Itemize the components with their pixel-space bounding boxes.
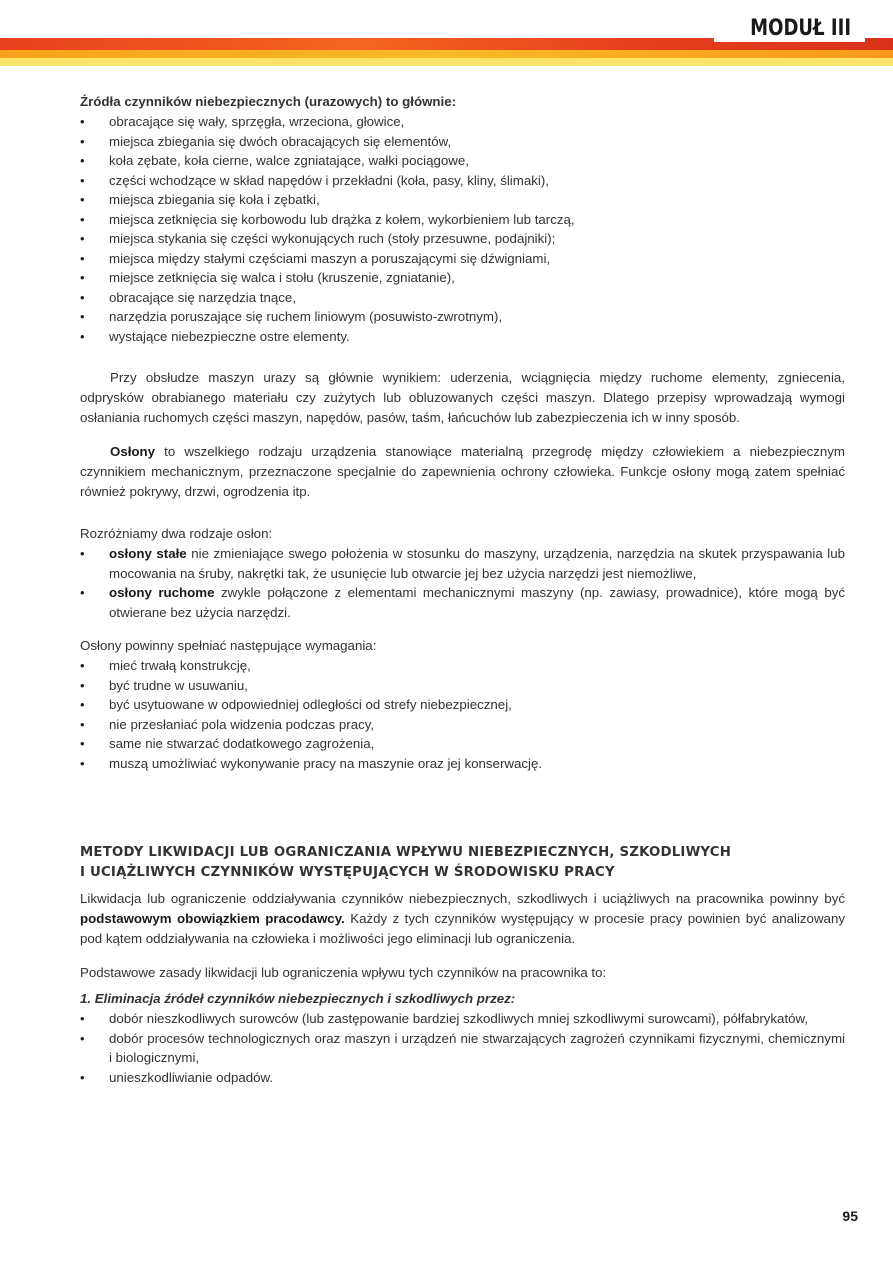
page-header xyxy=(0,0,893,68)
bullet-icon: • xyxy=(80,658,85,673)
list-item xyxy=(80,229,845,249)
paragraph-guards-definition xyxy=(80,442,845,502)
bullet-icon: • xyxy=(80,1069,85,1085)
list-item-text: być trudne w usuwaniu, xyxy=(109,677,248,693)
list-item-text: koła zębate, koła cierne, walce zgniatające, wałki pociągowe, xyxy=(109,153,469,168)
hazard-sources-list xyxy=(80,112,845,346)
list-item-text: narzędzia poruszające się ruchem liniowym (posuwisto-zwrotnym), xyxy=(109,309,503,324)
section-title-line-2: I UCIĄŻLIWYCH CZYNNIKÓW WYSTĘPUJĄCYCH W ŚRODOWISKU PRACY xyxy=(80,865,615,880)
list-item-text: same nie stwarzać dodatkowego zagrożenia, xyxy=(109,736,375,751)
list-item-text: miejsca między stałymi częściami maszyn a poruszającymi się dźwigniami, xyxy=(109,250,551,266)
bullet-icon: • xyxy=(80,153,85,168)
list-item-text: obracające się narzędzia tnące, xyxy=(109,289,297,305)
section-title-line-1: METODY LIKWIDACJI LUB OGRANICZANIA WPŁYWU NIEBEZPIECZNYCH, SZKODLIWYCH xyxy=(80,845,732,860)
list-item-text: części wchodzące w skład napędów i przekładni (koła, pasy, kliny, ślimaki), xyxy=(109,172,549,188)
hazard-sources-title: Źródła czynników niebezpiecznych (urazowych) to głównie: xyxy=(80,94,457,109)
guard-type-fixed-text: nie zmieniające swego położenia w stosunku do maszyny, urządzenia, narzędzia na skutek przyspawania lub mocowania na śruby, nakrętki tak, że usunięcie lub otwarcie jej bez użycia narzędzi jest niemożliwe, xyxy=(109,546,845,581)
bullet-icon: • xyxy=(80,192,85,207)
guard-types-list xyxy=(80,544,845,622)
bullet-icon: • xyxy=(80,211,85,227)
list-item: • osłony ruchome zwykle połączone z elementami mechanicznymi maszyny (np. zawiasy, prowadnice), które mogą być otwierane bez użycia narzędzi. xyxy=(80,585,846,620)
list-item xyxy=(80,734,845,754)
list-item-text: muszą umożliwiać wykonywanie pracy na maszynie oraz jej konserwację. xyxy=(109,755,543,771)
module-label-box xyxy=(714,12,865,42)
list-item: • osłony stałe nie zmieniające swego położenia w stosunku do maszyny, urządzenia, narzędzia na skutek przyspawania lub mocowania na śruby, nakrętki tak, że usunięcie lub otwarcie jej bez użycia narzędzi jest niemożliwe, xyxy=(80,546,845,581)
list-item xyxy=(80,171,845,191)
bullet-icon: • xyxy=(80,289,85,305)
paragraph-injuries: Przy obsłudze maszyn urazy są głównie wynikiem: uderzenia, wciągnięcia między ruchome elementy, zgniecenia, odprysków obrabianego materiału czy zużytych lub obluzowanych części maszyn. Dlatego przepisy wprowadzają wymogi osłaniania ruchomych części maszyn, napędów, pasów, taśm, łańcuchów lub zabezpieczenia ich w inny sposób. xyxy=(80,370,845,425)
bullet-icon: • xyxy=(80,697,85,712)
list-item-text: obracające się wały, sprzęgła, wrzeciona, głowice, xyxy=(109,114,405,129)
guards-definition-text: to wszelkiego rodzaju urządzenia stanowiące materialną przegrodę między człowiekiem a niebezpiecznym czynnikiem mechanicznym, przeznaczone specjalnie do zapewnienia ochrony człowieka. Funkcje osłony mogą zatem spełniać również pokrywy, drzwi, ogrodzenia itp. xyxy=(80,444,845,499)
guard-type-fixed: osłony stałe xyxy=(109,546,187,561)
guards-term: Osłony xyxy=(110,444,156,459)
bullet-icon: • xyxy=(80,172,85,188)
list-item xyxy=(80,132,845,152)
list-item-text: unieszkodliwianie odpadów. xyxy=(109,1069,274,1085)
bullet-icon: • xyxy=(80,1030,85,1046)
list-item-text: dobór nieszkodliwych surowców (lub zastępowanie bardziej szkodliwych mniej szkodliwymi surowcami), półfabrykatów, xyxy=(109,1011,809,1026)
requirements-list xyxy=(80,656,845,773)
list-item xyxy=(80,268,845,288)
list-item xyxy=(80,656,845,676)
section-p1-bold: podstawowym obowiązkiem pracodawcy. xyxy=(80,911,345,926)
section-title xyxy=(80,843,845,883)
list-item xyxy=(80,754,845,774)
list-item xyxy=(80,210,845,230)
guard-types-intro: Rozróżniamy dwa rodzaje osłon: xyxy=(80,526,273,541)
list-item xyxy=(80,715,845,735)
header-band-yellow xyxy=(0,58,893,66)
bullet-icon: • xyxy=(80,1011,85,1026)
list-item-text: mieć trwałą konstrukcję, xyxy=(109,658,251,673)
bullet-icon: • xyxy=(80,309,85,324)
list-item-text: miejsce zetknięcia się walca i stołu (kruszenie, zgniatanie), xyxy=(109,270,455,285)
list-item-text: miejsca zbiegania się koła i zębatki, xyxy=(109,192,320,207)
list-item xyxy=(80,1009,845,1029)
requirements-intro: Osłony powinny spełniać następujące wymagania: xyxy=(80,638,377,653)
page-number: 95 xyxy=(842,1208,858,1224)
guard-type-movable: osłony ruchome xyxy=(109,585,215,600)
list-item xyxy=(80,288,845,308)
list-item-text: dobór procesów technologicznych oraz maszyn i urządzeń nie stwarzających zagrożeń czynnikami fizycznymi, chemicznymi i biologicznymi, xyxy=(109,1030,845,1065)
page-content xyxy=(80,92,845,1087)
list-item xyxy=(80,190,845,210)
bullet-icon: • xyxy=(80,736,85,751)
section-p1-text-a: Likwidacja lub ograniczenie oddziaływania czynników niebezpiecznych, szkodliwych i uciążliwych na pracownika powinny być xyxy=(80,891,845,906)
elimination-list xyxy=(80,1009,845,1087)
bullet-icon: • xyxy=(80,114,85,129)
bullet-icon: • xyxy=(80,328,85,344)
list-item xyxy=(80,676,845,696)
list-item xyxy=(80,327,845,347)
bullet-icon: • xyxy=(80,270,85,285)
subsection-title: 1. Eliminacja źródeł czynników niebezpiecznych i szkodliwych przez: xyxy=(80,991,516,1006)
list-item-text: miejsca zbiegania się dwóch obracających się elementów, xyxy=(109,133,452,149)
section-paragraph-2: Podstawowe zasady likwidacji lub ograniczenia wpływu tych czynników na pracownika to: xyxy=(80,965,607,980)
guard-type-movable-text: zwykle połączone z elementami mechanicznymi maszyny (np. zawiasy, prowadnice), które mogą być otwierane bez użycia narzędzi. xyxy=(109,585,846,620)
list-item xyxy=(80,695,845,715)
list-item-text: nie przesłaniać pola widzenia podczas pracy, xyxy=(109,716,375,732)
section-p1-text-b: Każdy z tych czynników występujący w procesie pracy powinien być analizowany pod kątem oddziaływania na człowieka i możliwości jego eliminacji lub ograniczenia. xyxy=(80,911,845,946)
list-item xyxy=(80,307,845,327)
list-item-text: miejsca stykania się części wykonujących ruch (stoły przesuwne, podajniki); xyxy=(109,231,556,246)
list-item xyxy=(80,112,845,132)
section-paragraph-1 xyxy=(80,889,845,949)
list-item-text: być usytuowane w odpowiedniej odległości od strefy niebezpiecznej, xyxy=(109,697,512,712)
bullet-icon: • xyxy=(80,133,85,149)
bullet-icon: • xyxy=(80,677,85,693)
bullet-icon: • xyxy=(80,755,85,771)
module-title: MODUŁ III xyxy=(750,16,851,41)
list-item-text: wystające niebezpieczne ostre elementy. xyxy=(109,328,350,344)
list-item-text: miejsca zetknięcia się korbowodu lub drążka z kołem, wykorbieniem lub tarczą, xyxy=(109,211,575,227)
list-item xyxy=(80,151,845,171)
bullet-icon: • xyxy=(80,231,85,246)
bullet-icon: • xyxy=(80,716,85,732)
list-item xyxy=(80,1029,845,1068)
list-item xyxy=(80,249,845,269)
bullet-icon: • xyxy=(80,250,85,266)
list-item xyxy=(80,1068,845,1088)
